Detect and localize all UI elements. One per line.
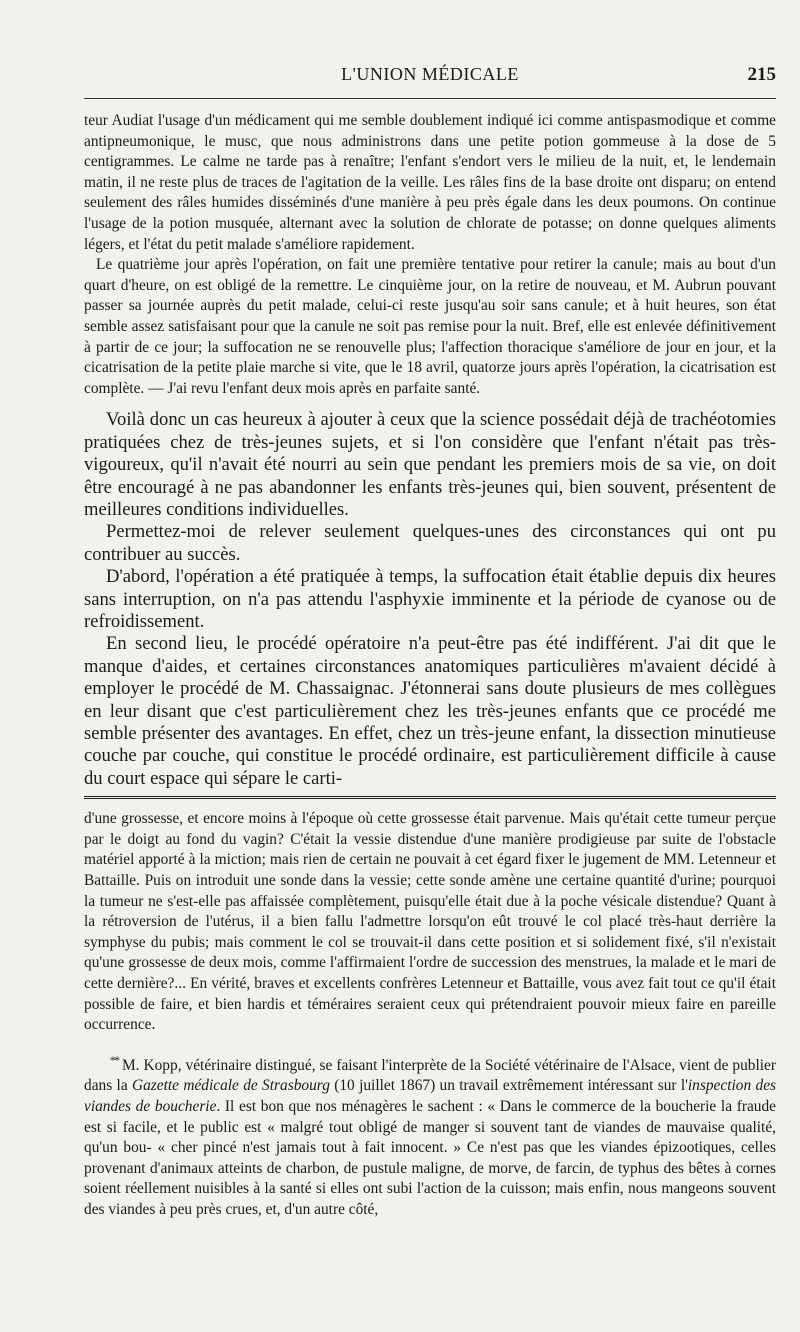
running-title: L'UNION MÉDICALE (341, 64, 519, 84)
paragraph: Permettez-moi de relever seulement quelques-unes des circonstances qui ont pu contribuer au succès. (84, 521, 776, 565)
text-segment: (10 juillet 1867) un travail extrêmement intéressant sur l' (329, 1077, 688, 1095)
paragraph: En second lieu, le procédé opératoire n'a peut-être pas été indifférent. J'ai dit que le manque d'aides, et certaines circonstances anatomiques particulières m'avaient décidé à employer le procédé de M. Chassaignac. J'étonnerai sans doute plusieurs de mes collègues en leur disant que c'est particulièrement chez les très-jeunes enfants que ce procédé me semble présenter des avantages. En effet, chez un très-jeune enfant, la dissection minutieuse couche par couche, qui constitue le procédé ordinaire, est particulièrement difficile à cause du court espace qui sépare le carti- (84, 633, 776, 789)
paragraph: teur Audiat l'usage d'un médicament qui me semble doublement indiqué ici comme antispasmodique et comme antipneumonique, le musc, que nous administrons dans une petite potion gommeuse à la dose de 5 centigrammes. Le calme ne tarde pas à renaître; l'enfant s'endort vers le milieu de la nuit, et, le lendemain matin, il ne reste plus de traces de l'agitation de la veille. Les râles fins de la base droite ont disparu; on entend seulement des râles humides disséminés d'une manière à peu près égale dans les deux poumons. On continue l'usage de la potion musquée, alternant avec la solution de chlorate de potasse; on donne quelques aliments légers, et l'état du petit malade s'améliore rapidement. (84, 112, 776, 253)
paragraph: Le quatrième jour après l'opération, on fait une première tentative pour retirer la canule; mais au bout d'un quart d'heure, on est obligé de la remettre. Le cinquième jour, on la retire de nouveau, et M. Aubrun pouvant passer sa journée auprès du petit malade, celui-ci reste jusqu'au soir sans canule; et à huit heures, son état semble assez satisfaisant pour que la canule ne soit pas remise pour la nuit. Bref, elle est enlevée définitivement à partir de ce jour; la suffocation ne se renouvelle plus; l'affection thoracique s'améliore de jour en jour, et la cicatrisation de la petite plaie marche si vite, que le 18 avril, quatorze jours après l'opération, la cicatrisation est complète. — J'ai revu l'enfant deux mois après en parfaite santé. (84, 256, 776, 397)
page-header (84, 60, 776, 96)
feuilleton-separator (84, 796, 776, 799)
news-item (84, 1050, 776, 1221)
journal-name: Gazette médicale de Strasbourg (131, 1077, 330, 1095)
text-segment: . Il est bon que nos ménagères le sachent : « Dans le commerce de la boucherie la fraude est si facile, et le public est « malgré tout obligé de manger si souvent tant de viandes de mauvaise qualité, qu'un bou- « cher pincé n'est jamais tout à fait innocent. » Ce n'est pas que les viandes épizootiques, celles provenant d'animaux atteints de charbon, de pustule maligne, de morve, de farcin, de typhus des bêtes à cornes soient réellement nuisibles à la santé si elles ont subi l'action de la cuisson; mais enfin, nous mangeons souvent des viandes à peu près crues, et, d'un autre côté, (84, 1098, 776, 1219)
article-title: inspection des viandes de boucherie (84, 1077, 777, 1116)
paragraph: D'abord, l'opération a été pratiquée à temps, la suffocation était établie depuis dix heures sans interruption, on n'a pas attendu l'asphyxie imminente et la période de cyanose ou de refroidissement. (84, 566, 776, 632)
header-rule (84, 98, 776, 99)
article-body (84, 409, 776, 790)
feuilleton (84, 809, 776, 1220)
paragraph: d'une grossesse, et encore moins à l'époque où cette grossesse était parvenue. Mais qu'était cette tumeur perçue par le doigt au fond du vagin? C'était la vessie distendue d'une manière prodigieuse par suite de l'obstacle matériel apporté à la miction; mais rien de certain ne pouvait à cet égard fixer le jugement de MM. Letenneur et Battaille. Puis on introduit une sonde dans la vessie; cette sonde amène une certaine quantité d'urine; pourquoi la tumeur ne s'est-elle pas affaissée complètement, puisqu'elle était due à la poche vésicale distendue? Quant à la rétroversion de l'utérus, il a bien fallu l'admettre lorsqu'on eût trouvé le col placé très-haut derrière la symphyse du pubis; mais comment le col se trouvait-il dans cette position et si solidement fixé, s'il n'existait qu'une grossesse de deux mois, comme l'affirmaient l'ordre de succession des menstrues, la malade et le mari de cette dernière?... En vérité, braves et excellents confrères Letenneur et Battaille, vous avez fait tout ce qu'il était possible de faire, et bien hardis et téméraires seraient ceux qui prétendraient pouvoir mieux faire en pareille occurrence. (84, 810, 776, 1034)
text-segment: M. Kopp, vétérinaire distingué, se faisant l'interprète de la Société vétérinaire de l'Alsace, vient de publier dans la (84, 1056, 776, 1095)
paragraph: Voilà donc un cas heureux à ajouter à ceux que la science possédait déjà de trachéotomies pratiquées chez de très-jeunes sujets, et si l'on considère que l'enfant n'était pas très-vigoureux, qu'il n'avait été nourri au sein que pendant les premiers mois de sa vie, on doit être encouragé à ne pas abandonner les enfants très-jeunes qui, bien souvent, présentent de meilleures conditions individuelles. (84, 409, 776, 520)
asterism: ** (110, 1052, 118, 1067)
case-report-continuation (84, 111, 776, 399)
page-number: 215 (747, 64, 776, 85)
